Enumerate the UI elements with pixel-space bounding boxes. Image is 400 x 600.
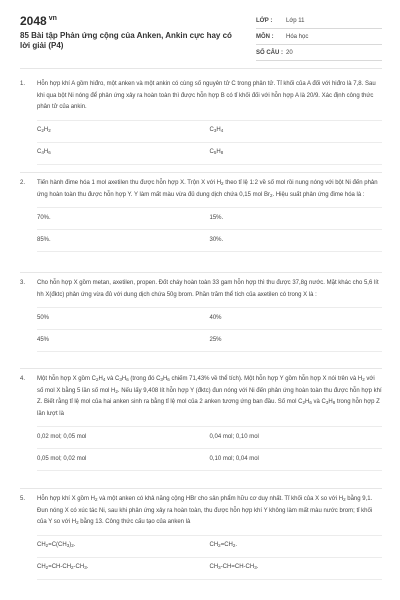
meta-key: MÔN : [256,33,274,40]
question-number: 3. [20,280,26,286]
question-text: Hỗn hợp khí A gồm hiđro, một anken và một ankin có cùng số nguyên tử C trong phân tử. Tỉ khối của A đối với hiđro là 7,8. Sau khi qua bột Ni nóng để phản ứng xảy ra hoàn toàn thì được hỗn hợp B có tỉ khối đối với hỗn hợp A là 20/9. Xác định công thức phân tử của ankin. [37,81,376,110]
answer-list [37,426,382,471]
answer-option[interactable]: $CH_3-CH=CH-CH_3$. [209,564,259,571]
answer-option[interactable]: $C_4H_6$ [37,149,51,156]
question-number: 2. [20,180,26,186]
question-number: 4. [20,376,26,382]
answer-option[interactable]: $C_2H_2$ [37,127,51,134]
meta-value: Lớp 11 [286,17,305,24]
meta-key: LỚP : [256,17,273,24]
answer-list [37,535,382,580]
answer-option[interactable]: 30%. [209,236,224,243]
answer-option[interactable]: 15%. [209,214,224,221]
document-meta [256,13,382,61]
question-divider [20,368,382,369]
answer-option[interactable]: $CH_2=CH_2$. [209,542,238,549]
answer-list [37,307,382,352]
question-4 [20,374,382,471]
question-5 [20,494,382,580]
answer-option[interactable]: 45% [37,336,50,343]
answer-option[interactable]: $CH_2=CH-CH_2-CH_3$. [37,564,89,571]
answer-option[interactable]: 0,02 mol; 0,05 mol [37,433,87,440]
meta-key: SỐ CÂU : [256,49,283,56]
question-text: Hỗn hợp khí X gồm $H_2$ và một anken có khả năng cộng HBr cho sản phẩm hữu cơ duy nhất. Tỉ khối của X so với $H_2$ bằng 9,1. Đun nóng X có xúc tác Ni, sau khi phản ứng xảy ra hoàn toàn, thu được hỗn hợp khí Y không làm mất màu nước brom; tỉ khối của Y so với $H_2$ bằng 13. Công thức cấu tạo của anken là [37,496,373,525]
answer-option[interactable]: $C_5H_8$ [209,149,224,156]
meta-row-subject [256,29,382,45]
question-text: Một hỗn hợp X gồm $C_2H_4$ và $C_3H_6$ (trong đó $C_3H_6$ chiếm 71,43% về thể tích). Một hỗn hợp Y gồm hỗn hợp X nói trên và $H_2$ với số mol X bằng 5 lần số mol $H_2$. Nếu lấy 9,408 lít hỗn hợp Y (đktc) đun nóng với Ni đến phản ứng hoàn toàn thu được hỗn hợp khí Z. Biết rằng tỉ lệ mol của hai anken sinh ra bằng tỉ lệ mol của 2 anken tương ứng ban đầu. Số mol $C_2H_6$ và $C_3H_8$ trong hỗn hợp Z lần lượt là [37,376,382,417]
meta-row-class [256,13,382,29]
answer-option[interactable]: 0,04 mol; 0,10 mol [209,433,259,440]
header-divider [20,68,382,69]
question-text: Cho hỗn hợp X gồm metan, axetilen, propen. Đốt cháy hoàn toàn 33 gam hỗn hợp thì thu được 37,8g nước. Mặt khác cho 5,6 lít hh X(đktc) phản ứng vừa đủ với dung dịch chứa 50g brom. Phần trăm thể tích của axetilen có trong X là : [37,280,379,298]
page-title: 85 Bài tập Phản ứng cộng của Anken, Ankin cực hay có lời giải (P4) [20,31,232,50]
question-2 [20,178,382,252]
answer-option[interactable]: $CH_2=C(CH_3)_2$. [37,542,76,549]
answer-option[interactable]: 0,05 mol; 0,02 mol [37,455,87,462]
question-number: 1. [20,81,26,87]
answer-option[interactable]: 50% [37,314,50,321]
question-divider [20,172,382,173]
answer-list [37,120,382,165]
site-logo[interactable]: 2048 $^{vn}$ [20,14,57,28]
question-3 [20,278,382,352]
answer-option[interactable]: 85%. [37,236,51,243]
meta-value: 20 [286,49,293,56]
meta-row-count [256,45,382,61]
question-divider [20,488,382,489]
question-1 [20,79,382,165]
answer-option[interactable]: 40% [209,314,222,321]
answer-option[interactable]: 70%. [37,214,51,221]
question-divider [20,272,382,273]
answer-option[interactable]: 25% [209,336,222,343]
answer-option[interactable]: 0,10 mol; 0,04 mol [209,455,259,462]
meta-value: Hóa học [286,33,309,40]
answer-option[interactable]: $C_3H_4$ [209,127,224,134]
question-text: Tiến hành đime hóa 1 mol axetilen thu được hỗn hợp X. Trộn X với $H_2$ theo tỉ lệ 1:2 về số mol rồi nung nóng với bột Ni đến phản ứng hoàn toàn thu được hỗn hợp Y. Y làm mất màu vừa đủ dung dịch chứa 0,15 mol $Br_2$. Hiệu suất phản ứng đime hóa là : [37,180,378,198]
question-number: 5. [20,496,26,502]
answer-list [37,207,382,252]
